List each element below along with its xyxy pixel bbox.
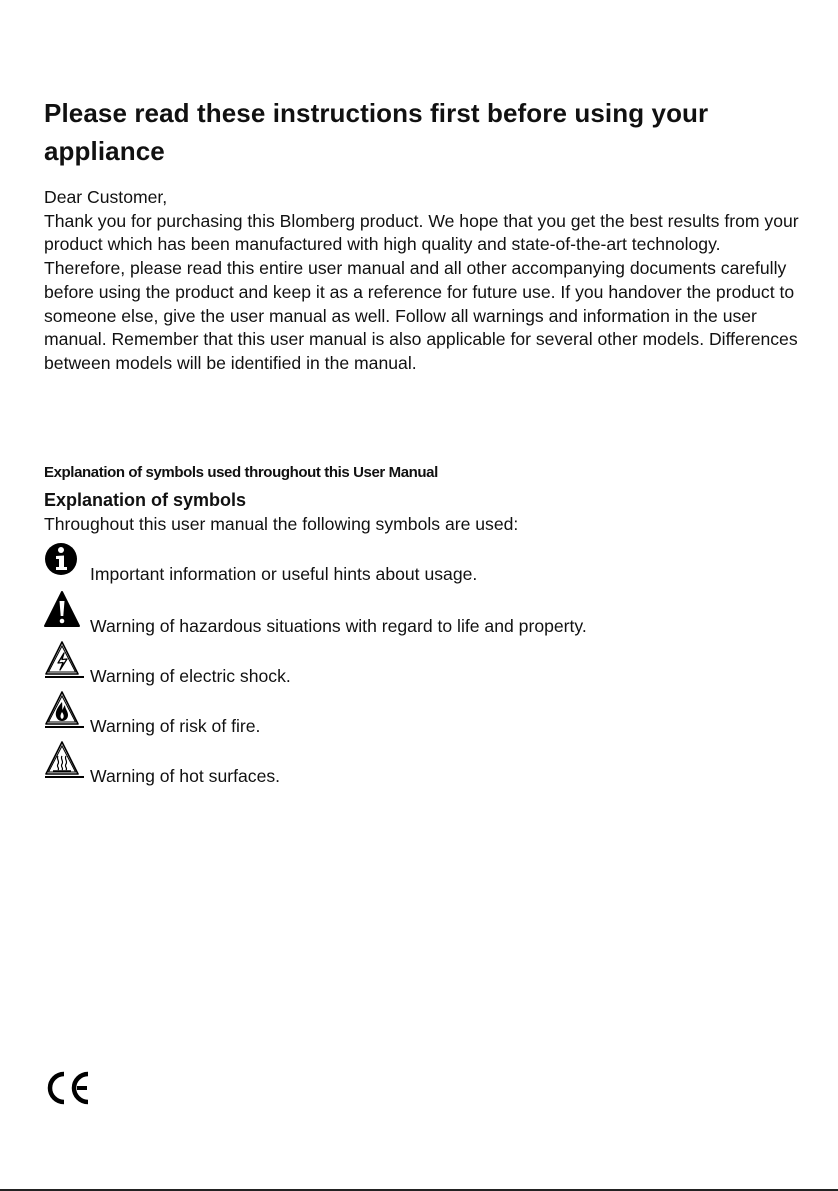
symbol-text-info: Important information or useful hints about usage. (90, 564, 478, 584)
intro-body: Thank you for purchasing this Blomberg product. We hope that you get the best results from your product which has been manufactured with high quality and state-of-the-art technology. Therefore, please read this entire user manual and all other accompanying documents carefully before using the product and keep it as a reference for future use. If you handover the product to someone else, give the user manual as well. Follow all warnings and information in the user manual. Remember that this user manual is also applicable for several other models. Differences between models will be identified in the manual. (44, 210, 799, 373)
page-title: Please read these instructions first before using your appliance (44, 98, 709, 166)
electric-shock-warning-icon (44, 640, 90, 680)
symbol-item-hot (44, 740, 784, 786)
intro-greeting: Dear Customer, (44, 187, 168, 207)
symbol-item-fire (44, 690, 784, 736)
hot-surface-warning-icon (44, 740, 90, 780)
warning-hazard-icon (44, 590, 90, 630)
symbols-heading: Explanation of symbols (44, 490, 247, 510)
ce-mark-logo (44, 1068, 96, 1108)
symbols-small-heading: Explanation of symbols used throughout this User Manual (44, 464, 438, 481)
symbol-text-warning: Warning of hazardous situations with regard to life and property. (90, 616, 587, 636)
info-icon (44, 540, 90, 580)
symbol-text-fire: Warning of risk of fire. (90, 716, 261, 736)
symbol-item-warning (44, 590, 784, 636)
intro-text (44, 186, 804, 376)
symbol-text-electric: Warning of electric shock. (90, 666, 291, 686)
symbol-text-hot: Warning of hot surfaces. (90, 766, 281, 786)
symbol-item-electric (44, 640, 784, 686)
symbols-intro: Throughout this user manual the following symbols are used: (44, 514, 519, 534)
symbol-item-info (44, 540, 784, 584)
fire-warning-icon (44, 690, 90, 730)
